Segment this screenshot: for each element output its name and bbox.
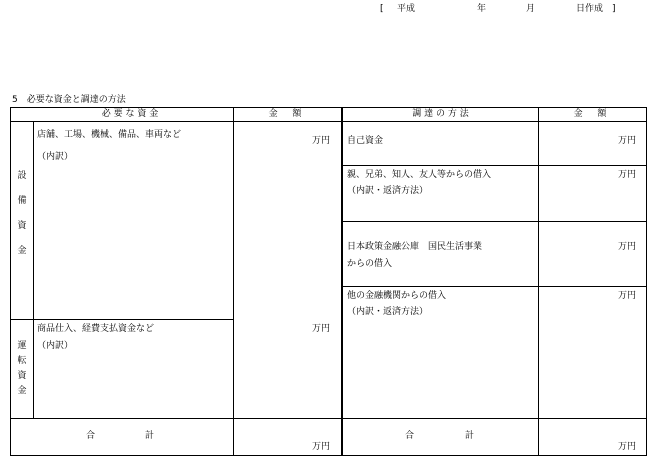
- bracket-close: ]: [612, 4, 616, 14]
- equipment-amount-unit: 万円: [312, 136, 331, 146]
- left-col-header-item: 必 要 な 資 金: [101, 109, 159, 119]
- vertical-char: 金: [17, 246, 27, 256]
- right-row-divider-3: [342, 286, 647, 287]
- equipment-operating-divider: [10, 319, 234, 320]
- right-total-label-a: 合: [405, 431, 415, 441]
- vertical-char: 資: [17, 371, 27, 381]
- right-row-divider-2: [342, 221, 647, 222]
- year-label: 年: [477, 4, 487, 14]
- right-col-header-method: 調 達 の 方 法: [412, 109, 469, 119]
- family-loan-label: 親、兄弟、知人、友人等からの借入: [347, 170, 492, 180]
- right-total-divider: [342, 418, 647, 419]
- vertical-char: 備: [17, 196, 27, 206]
- right-header-divider: [342, 121, 647, 122]
- jfc-loan-unit: 万円: [618, 242, 637, 252]
- own-funds-label: 自己資金: [347, 136, 384, 146]
- funding-methods-table: [342, 107, 647, 456]
- own-funds-unit: 万円: [618, 136, 637, 146]
- vertical-char: 設: [17, 171, 27, 181]
- equipment-item-text: 店舗、工場、機械、備品、車両など: [37, 130, 182, 140]
- vertical-char: 転: [17, 356, 27, 366]
- right-total-unit: 万円: [618, 442, 637, 452]
- left-total-divider: [10, 418, 342, 419]
- operating-funds-vertical-label: [15, 341, 29, 397]
- operating-amount-unit: 万円: [312, 324, 331, 334]
- family-loan-unit: 万円: [618, 170, 637, 180]
- right-row-divider-1: [342, 165, 647, 166]
- bracket-open: [: [380, 4, 384, 14]
- family-loan-detail: （内訳・返済方法）: [347, 186, 429, 196]
- other-loan-label: 他の金融機関からの借入: [347, 291, 447, 301]
- other-loan-detail: （内訳・返済方法）: [347, 307, 429, 317]
- left-category-divider: [33, 121, 34, 418]
- equipment-breakdown-label: （内訳）: [37, 152, 74, 162]
- vertical-char: 資: [17, 221, 27, 231]
- right-col-header-amount: 金 額: [573, 109, 613, 119]
- equipment-funds-vertical-label: [15, 171, 29, 257]
- other-loan-unit: 万円: [618, 291, 637, 301]
- left-col-header-amount: 金 額: [268, 109, 308, 119]
- vertical-char: 金: [17, 386, 27, 396]
- left-header-divider: [10, 121, 342, 122]
- right-amount-divider: [538, 107, 539, 456]
- section-title: 5 必要な資金と調達の方法: [12, 95, 126, 105]
- left-total-label-a: 合: [86, 431, 96, 441]
- day-created-label: 日作成: [576, 4, 604, 14]
- left-amount-divider: [233, 107, 234, 456]
- operating-breakdown-label: （内訳）: [37, 341, 74, 351]
- right-total-label-b: 計: [465, 431, 475, 441]
- jfc-loan-label-line2: からの借入: [347, 259, 393, 269]
- era-label: 平成: [397, 4, 416, 14]
- left-total-unit: 万円: [312, 442, 331, 452]
- vertical-char: 運: [17, 341, 27, 351]
- operating-item-text: 商品仕入、経費支払資金など: [37, 324, 155, 334]
- month-label: 月: [526, 4, 536, 14]
- jfc-loan-label-line1: 日本政策金融公庫 国民生活事業: [347, 242, 483, 252]
- left-total-label-b: 計: [145, 431, 155, 441]
